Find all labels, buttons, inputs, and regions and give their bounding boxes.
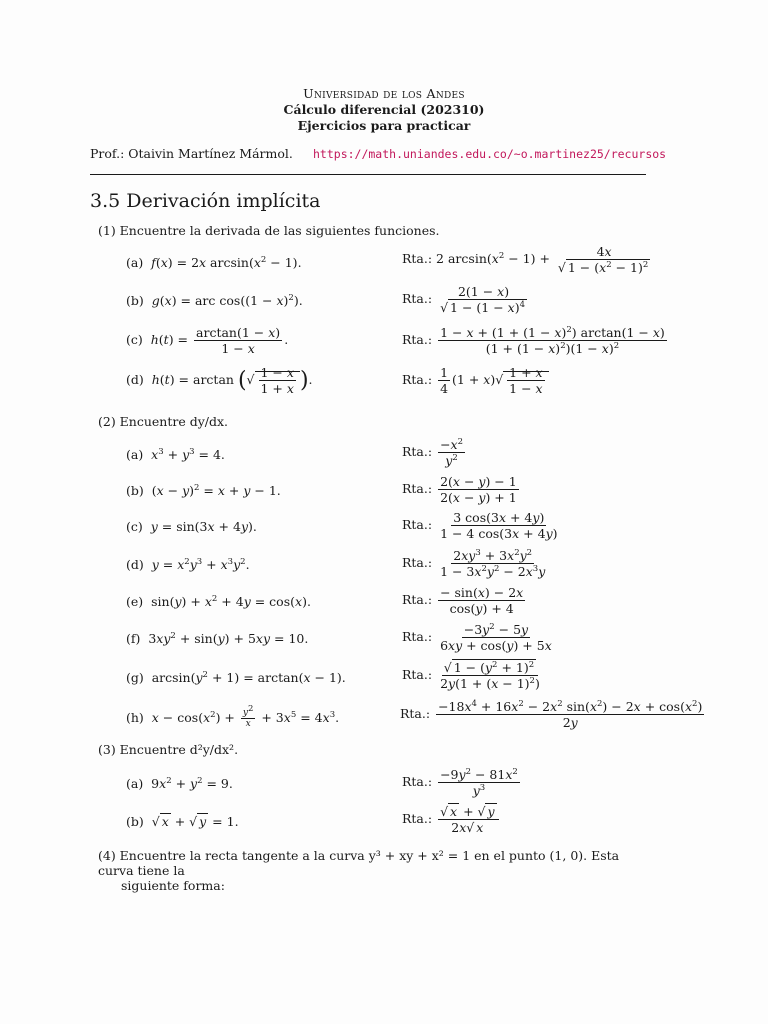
- problem-1b: (b) g(x) = arc $\cos((1 - x)^2)$.: [126, 292, 303, 308]
- problem-3-label: (3) Encuentre d²y/dx².: [98, 742, 239, 757]
- professor-name: Prof.: Otaivin Martínez Mármol.: [90, 146, 293, 161]
- problem-2c-answer: Rta.: $\frac{3 \cos(3x + 4y)}{1 - 4 \cos(3x + 4y)}$: [402, 510, 558, 541]
- problem-2g-answer: Rta.: $\frac{√ 1 - (y^2 + 1)^2}{2y(1 + (x - 1)^2)}$: [402, 659, 540, 691]
- problem-2c: (c) y = sin(3x + 4y).: [126, 519, 257, 534]
- problem-2e-answer: Rta.: $\frac{- \sin(x) - 2x}{\cos(y) + 4}$: [402, 585, 524, 616]
- problem-2d: (d) $y = x^2y^3 + x^3y^2$.: [126, 556, 250, 572]
- problem-2-label: (2) Encuentre dy/dx.: [98, 414, 229, 429]
- problem-3b: (b) √ x + √ y = 1.: [126, 814, 239, 829]
- problem-1d: (d) h(t) = arctan (√ $\frac{1 - x}{1 + x}$ ).: [126, 365, 313, 396]
- section-title: 3.5 Derivación implícita: [90, 190, 321, 212]
- resources-link[interactable]: https://math.uniandes.edu.co/~o.martinez25/recursos: [313, 147, 667, 161]
- problem-2e: (e) $\sin(y) + x^2 + 4y = \cos(x)$.: [126, 593, 311, 609]
- problem-2a-answer: Rta.: $\frac{-x^2}{y^2}$: [402, 436, 464, 468]
- problem-1a-answer: Rta.: 2 $\arcsin(x^2 - 1)$ + $\frac{4x}{√ 1 - (x^2 - 1)^2}$: [402, 244, 649, 275]
- problem-2g: (g) $\arcsin(y^2 + 1) = \arctan(x - 1)$.: [126, 669, 346, 685]
- problem-1b-answer: Rta.: $\frac{2(1 - x)}{√ 1 - (1 - x)^4}$: [402, 284, 526, 315]
- header-divider: [90, 174, 646, 175]
- problem-3a: (a) $9x^2 + y^2 = 9$.: [126, 775, 233, 791]
- problem-2f: (f) $3xy^2 + \sin(y) + 5xy = 10$.: [126, 630, 309, 646]
- problem-3b-answer: Rta.: $\frac{√ x + √ y}{2x√ x}$: [402, 804, 501, 835]
- university-name: Universidad de los Andes: [303, 86, 465, 101]
- problem-2a: (a) $x^3 + y^3 = 4$.: [126, 446, 225, 462]
- problem-4-line-2: siguiente forma:: [121, 878, 225, 893]
- problem-1c: (c) h(t) = $\frac{\arctan(1 - x)}{1 - x}$ .: [126, 325, 289, 356]
- problem-2f-answer: Rta.: $\frac{-3y^2 - 5y}{6xy + \cos(y) + 5x}$: [402, 621, 552, 653]
- problem-2b-answer: Rta.: $\frac{2(x - y) - 1}{2(x - y) + 1}$: [402, 474, 517, 505]
- problem-1d-answer: Rta.: $\frac{1}{4}$ (1 + x)√ $\frac{1 + x}{1 - x}$: [402, 365, 549, 396]
- problem-4-line-1: (4) Encuentre la recta tangente a la curva y³ + xy + x² = 1 en el punto (1, 0). Esta curva tiene la: [98, 848, 620, 878]
- problem-2h-answer: Rta.: $\frac{-18x^4 + 16x^2 - 2x^2 \sin(x^2) - 2x + \cos(x^2)}{2y}$: [400, 698, 703, 730]
- problem-1c-answer: Rta.: $\frac{1 - x + (1 + (1 - x)^2) \arctan(1 - x)}{(1 + (1 - x)^2)(1 - x)^2}$: [402, 324, 665, 356]
- problem-1-label: (1) Encuentre la derivada de las siguientes funciones.: [98, 223, 440, 238]
- problem-2b: (b) $(x - y)^2 = x + y - 1$.: [126, 482, 281, 498]
- item-label: (a): [126, 255, 144, 270]
- problem-3a-answer: Rta.: $\frac{-9y^2 - 81x^2}{y^3}$: [402, 766, 518, 798]
- worksheet-subtitle: Ejercicios para practicar: [297, 118, 471, 133]
- problem-4-label: [98, 848, 658, 893]
- course-title: Cálculo diferencial (202310): [283, 102, 485, 117]
- problem-2h: (h) $x - \cos(x^2)$ + $\frac{y^2}{x}$ + $3x^5 = 4x^3$.: [126, 704, 340, 729]
- problem-2d-answer: Rta.: $\frac{2xy^3 + 3x^2y^2}{1 - 3x^2y^2 - 2x^3y}$: [402, 547, 546, 579]
- problem-1a: (a) f(x) = 2x $\arcsin(x^2 - 1)$.: [126, 254, 302, 270]
